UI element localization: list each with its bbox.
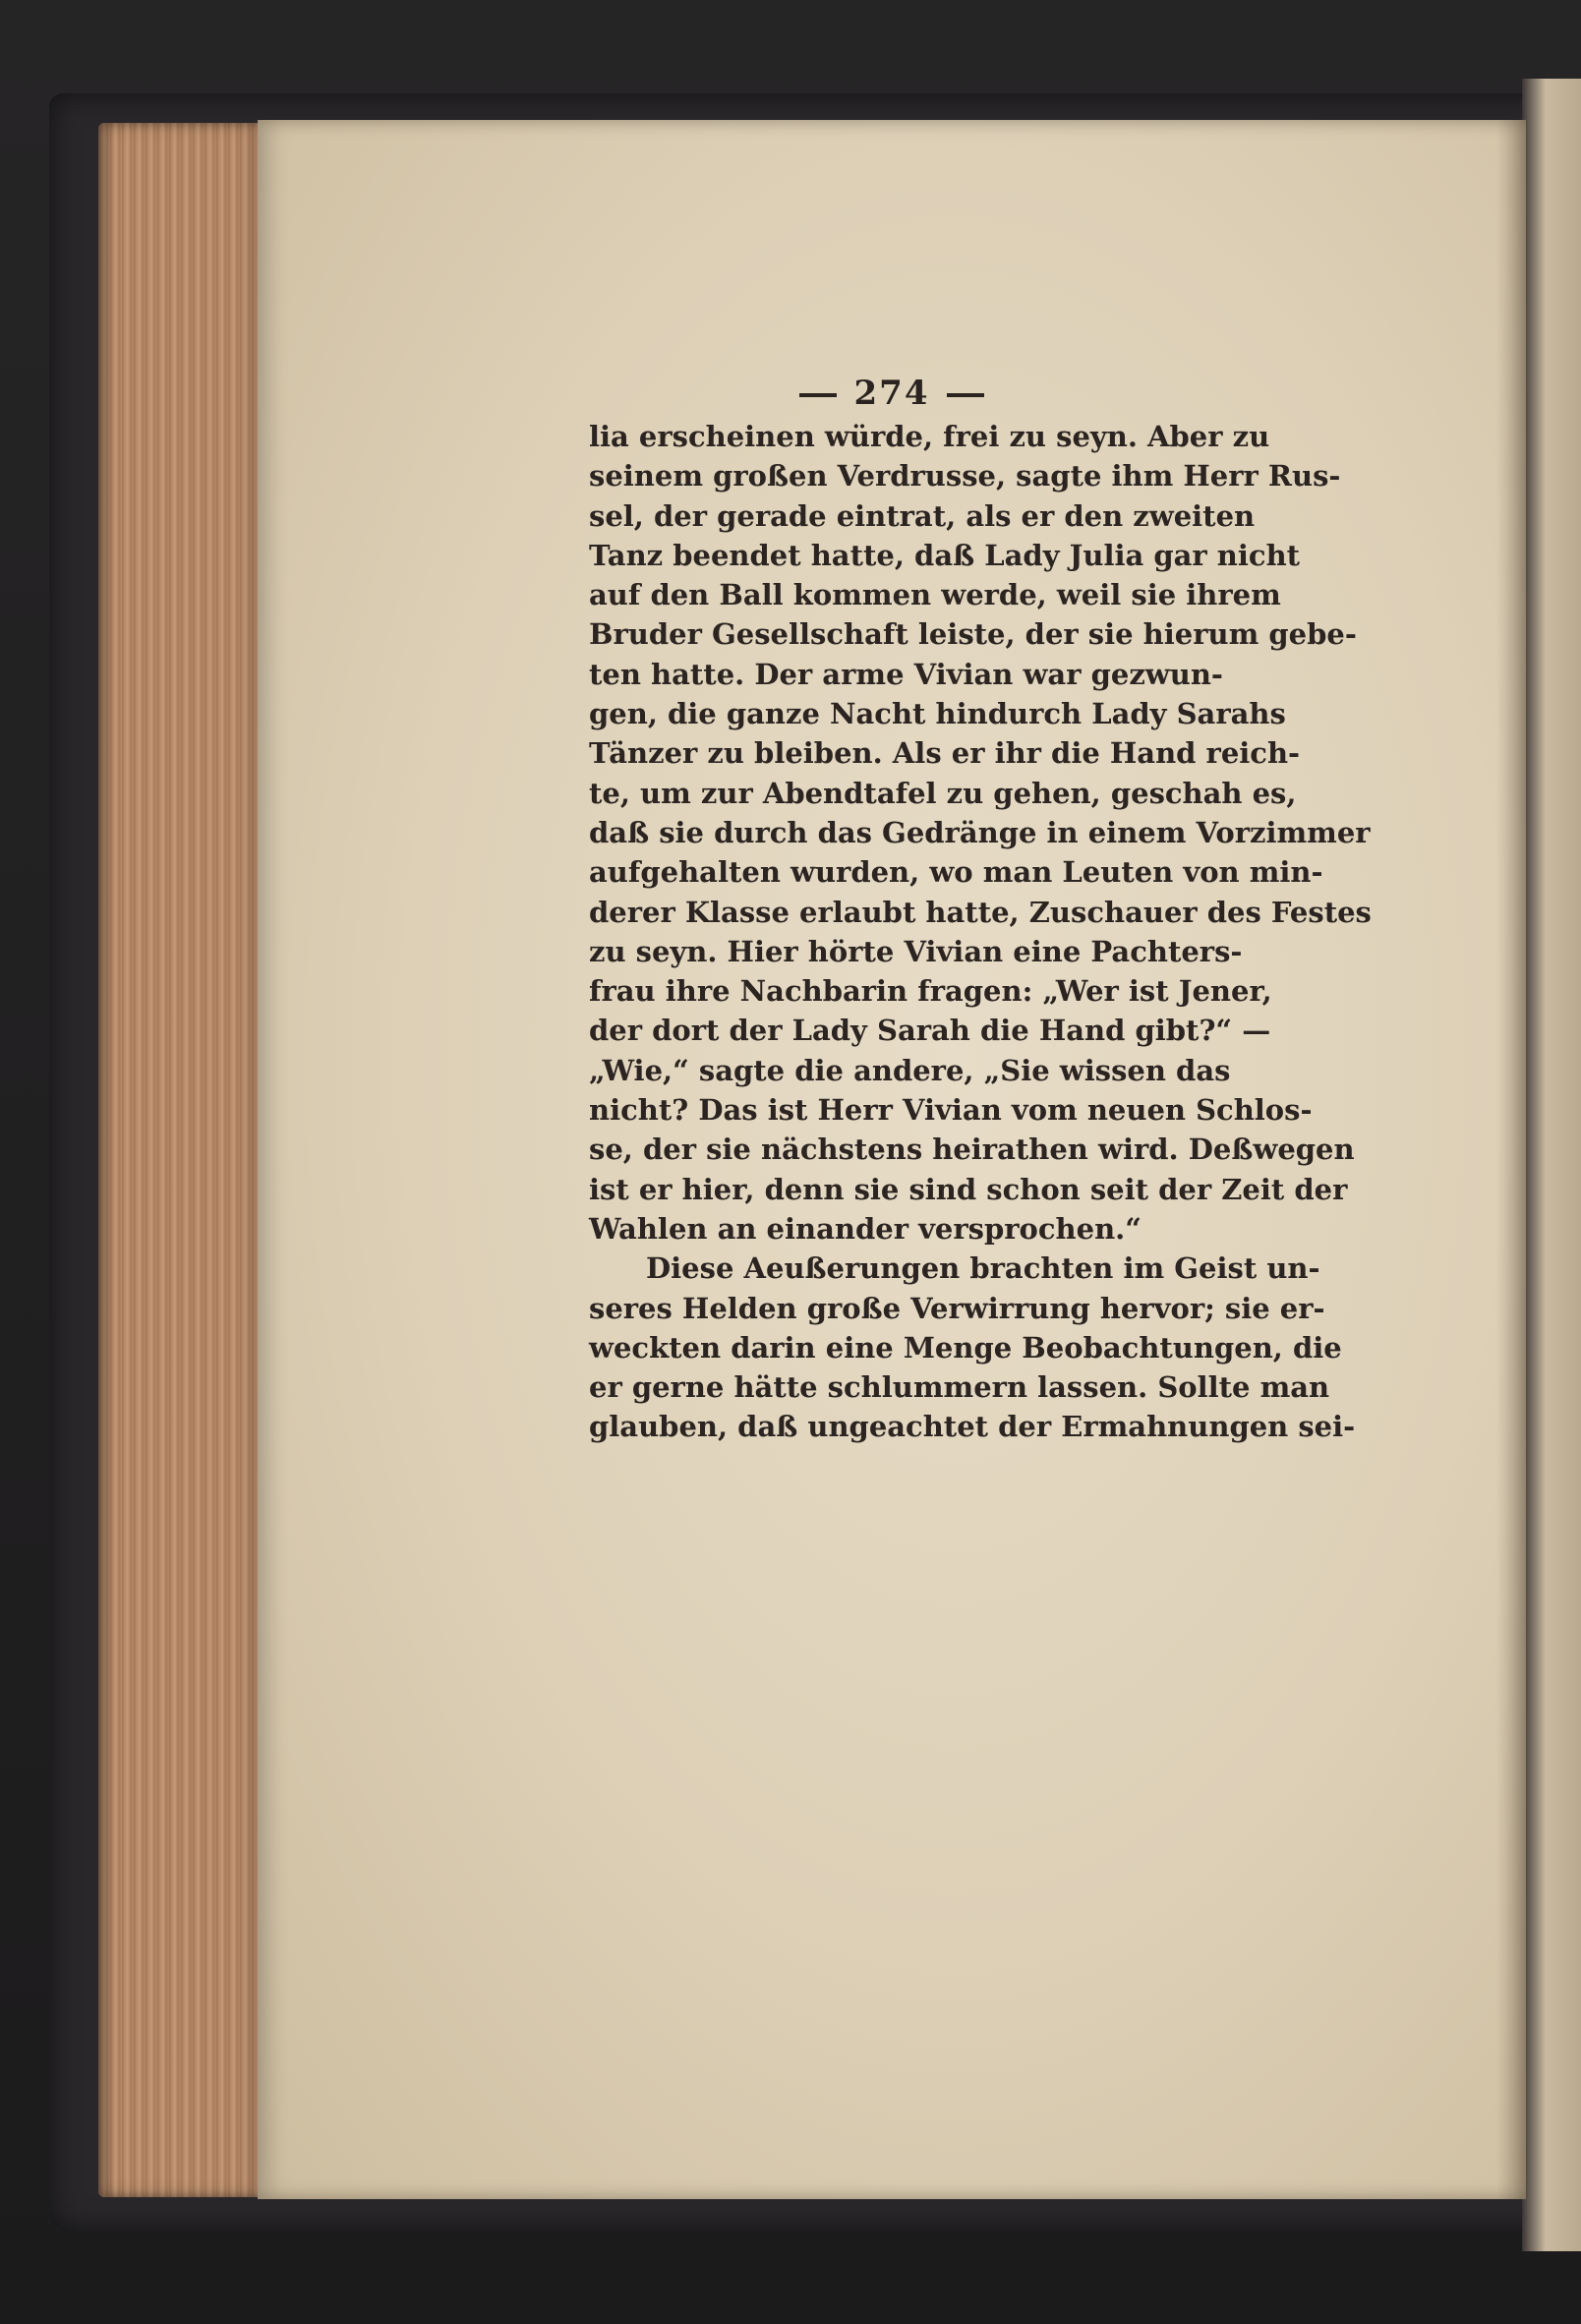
text-line: te, um zur Abendtafel zu gehen, geschah es, <box>589 776 1297 810</box>
text-line: daß sie durch das Gedränge in einem Vorzimmer <box>589 815 1371 849</box>
page-header <box>258 374 1526 413</box>
book-page <box>258 120 1526 2199</box>
text-line: Diese Aeußerungen brachten im Geist un- <box>646 1251 1320 1286</box>
text-line: se, der sie nächstens heirathen wird. Deßwegen <box>589 1133 1355 1167</box>
text-line: Tanz beendet hatte, daß Lady Julia gar nicht <box>589 538 1301 572</box>
text-line: Tänzer zu bleiben. Als er ihr die Hand reich- <box>589 736 1301 771</box>
text-line: der dort der Lady Sarah die Hand gibt?“ — <box>589 1014 1271 1048</box>
body-text <box>589 417 1372 1447</box>
text-line: seres Helden große Verwirrung hervor; sie er- <box>589 1291 1325 1325</box>
text-line: glauben, daß ungeachtet der Ermahnungen sei- <box>589 1410 1356 1444</box>
text-line: frau ihre Nachbarin fragen: „Wer ist Jener, <box>589 974 1272 1009</box>
text-line: weckten darin eine Menge Beobachtungen, die <box>589 1330 1342 1365</box>
header-dash-left <box>799 393 837 397</box>
page-gutter-shadow <box>1496 120 1526 2199</box>
text-line: sel, der gerade eintrat, als er den zweiten <box>589 498 1256 533</box>
text-line: ist er hier, denn sie sind schon seit der Zeit der <box>589 1172 1348 1206</box>
text-line: Bruder Gesellschaft leiste, der sie hierum gebe- <box>589 617 1357 652</box>
header-dash-right <box>947 393 984 397</box>
text-line: nicht? Das ist Herr Vivian vom neuen Schlos- <box>589 1093 1313 1128</box>
text-line: er gerne hätte schlummern lassen. Sollte man <box>589 1370 1330 1405</box>
text-line: auf den Ball kommen werde, weil sie ihrem <box>589 578 1281 612</box>
page-block-edges <box>98 123 265 2197</box>
text-line: zu seyn. Hier hörte Vivian eine Pachters- <box>589 934 1243 968</box>
text-line: derer Klasse erlaubt hatte, Zuschauer des Festes <box>589 895 1372 929</box>
text-line: Wahlen an einander versprochen.“ <box>589 1211 1142 1246</box>
text-line: lia erscheinen würde, frei zu seyn. Aber zu <box>589 420 1270 453</box>
text-line: aufgehalten wurden, wo man Leuten von min- <box>589 855 1323 890</box>
text-line: seinem großen Verdrusse, sagte ihm Herr Rus- <box>589 459 1341 494</box>
text-line: ten hatte. Der arme Vivian war gezwun- <box>589 657 1223 691</box>
text-line: gen, die ganze Nacht hindurch Lady Sarahs <box>589 697 1286 731</box>
text-line: „Wie,“ sagte die andere, „Sie wissen das <box>589 1053 1231 1087</box>
page-number: 274 <box>853 374 930 413</box>
facing-page-edge <box>1522 79 1581 2251</box>
